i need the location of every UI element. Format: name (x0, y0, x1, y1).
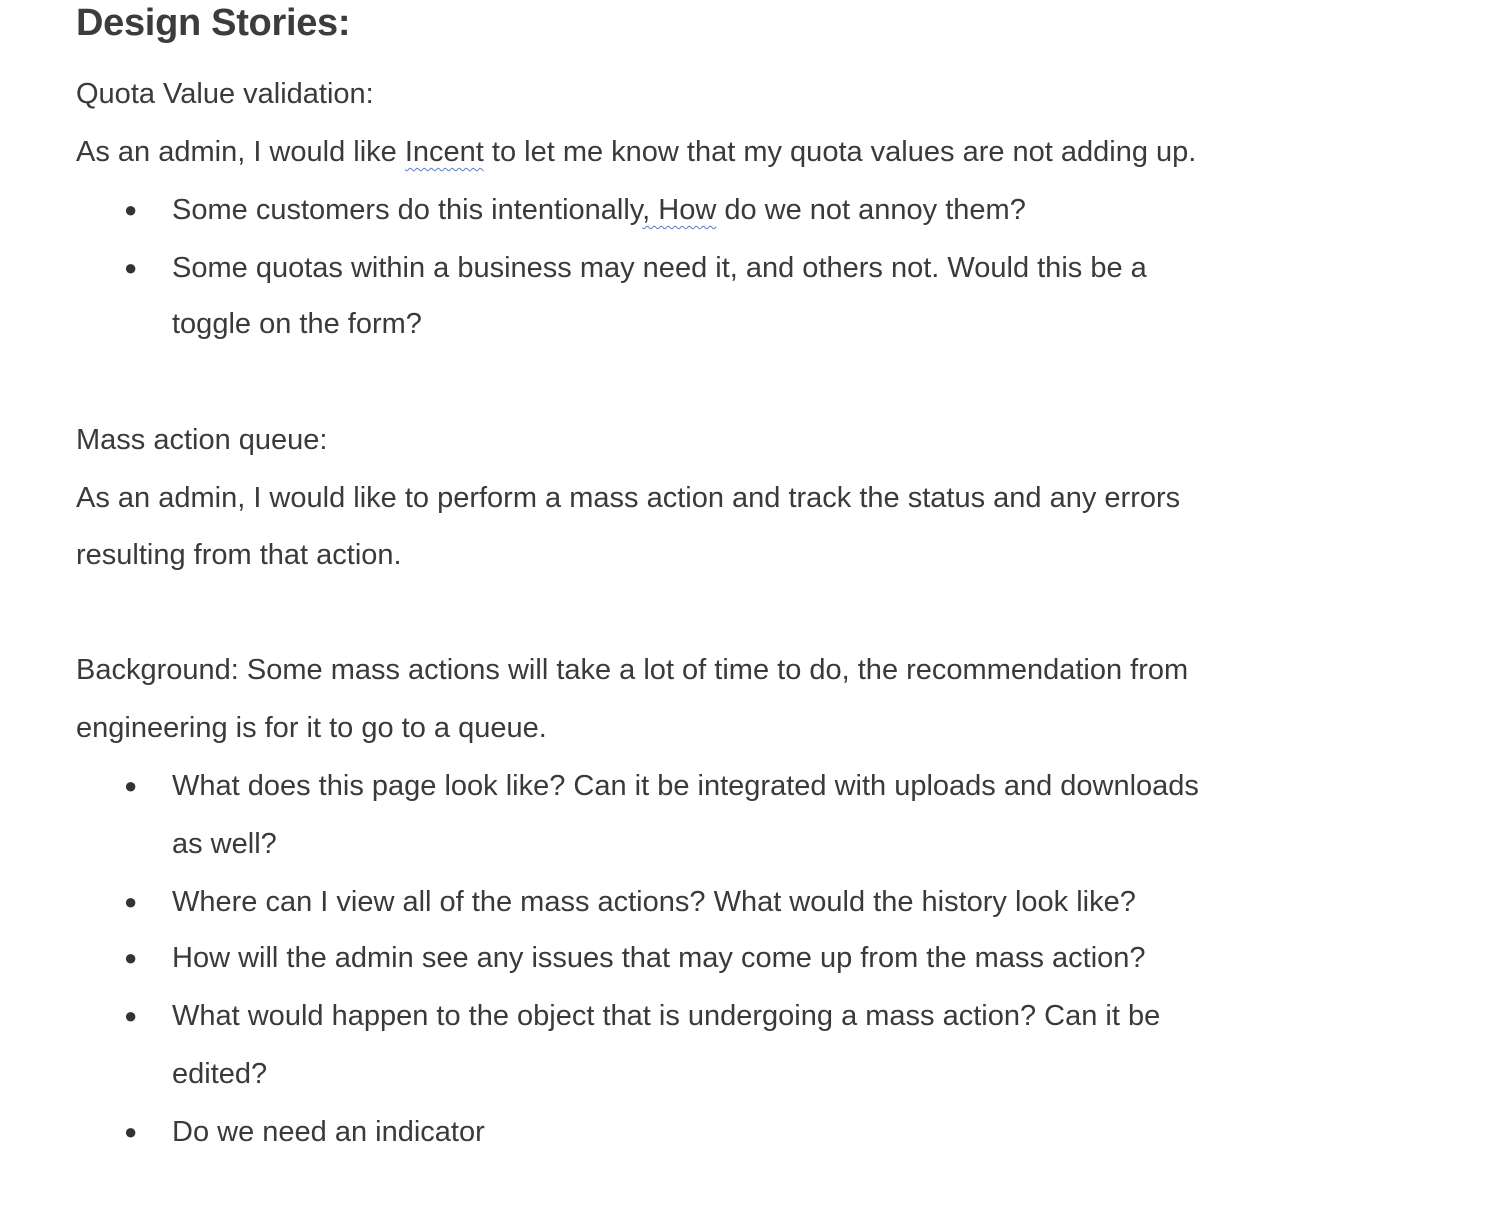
bullet-icon: ● (124, 889, 138, 914)
spellcheck-word-incent[interactable]: Incent (404, 136, 484, 168)
list-item-line: Where can I view all of the mass actions? What would the history look like? (172, 886, 1136, 918)
list-item-line: Do we need an indicator (172, 1116, 485, 1148)
list-item-line: as well? (172, 828, 277, 860)
list-item-line: edited? (172, 1058, 268, 1090)
bullet-icon: ● (124, 1003, 138, 1028)
bullet-icon: ● (124, 255, 138, 280)
page-title: Design Stories: (76, 2, 351, 44)
list-item-part3: do we not annoy them? (716, 194, 1026, 226)
list-item-line: Some quotas within a business may need it, and others not. Would this be a (172, 252, 1147, 284)
story-mass-action-line: resulting from that action. (76, 539, 402, 571)
bullet-icon: ● (124, 197, 138, 222)
background-line: Background: Some mass actions will take a lot of time to do, the recommendation from (76, 654, 1189, 686)
story-quota-part1: As an admin, I would like (76, 136, 405, 168)
story-quota (76, 134, 1196, 170)
list-item-line: How will the admin see any issues that may come up from the mass action? (172, 942, 1146, 974)
spellcheck-word-how[interactable]: , How (642, 194, 717, 226)
bullet-icon: ● (124, 1119, 138, 1144)
list-item-line: toggle on the form? (172, 308, 422, 340)
background-line: engineering is for it to go to a queue. (76, 712, 547, 744)
section-title-mass-action: Mass action queue: (76, 424, 328, 456)
list-item-line: What would happen to the object that is undergoing a mass action? Can it be (172, 1000, 1161, 1032)
bullet-icon: ● (124, 945, 138, 970)
list-item-line: What does this page look like? Can it be integrated with uploads and downloads (172, 770, 1199, 802)
list-item (172, 192, 1026, 228)
list-item-part1: Some customers do this intentionally (172, 194, 643, 226)
bullet-icon: ● (124, 773, 138, 798)
story-quota-part3: to let me know that my quota values are not adding up. (483, 136, 1197, 168)
story-mass-action-line: As an admin, I would like to perform a mass action and track the status and any errors (76, 482, 1181, 514)
section-title-quota: Quota Value validation: (76, 78, 374, 110)
